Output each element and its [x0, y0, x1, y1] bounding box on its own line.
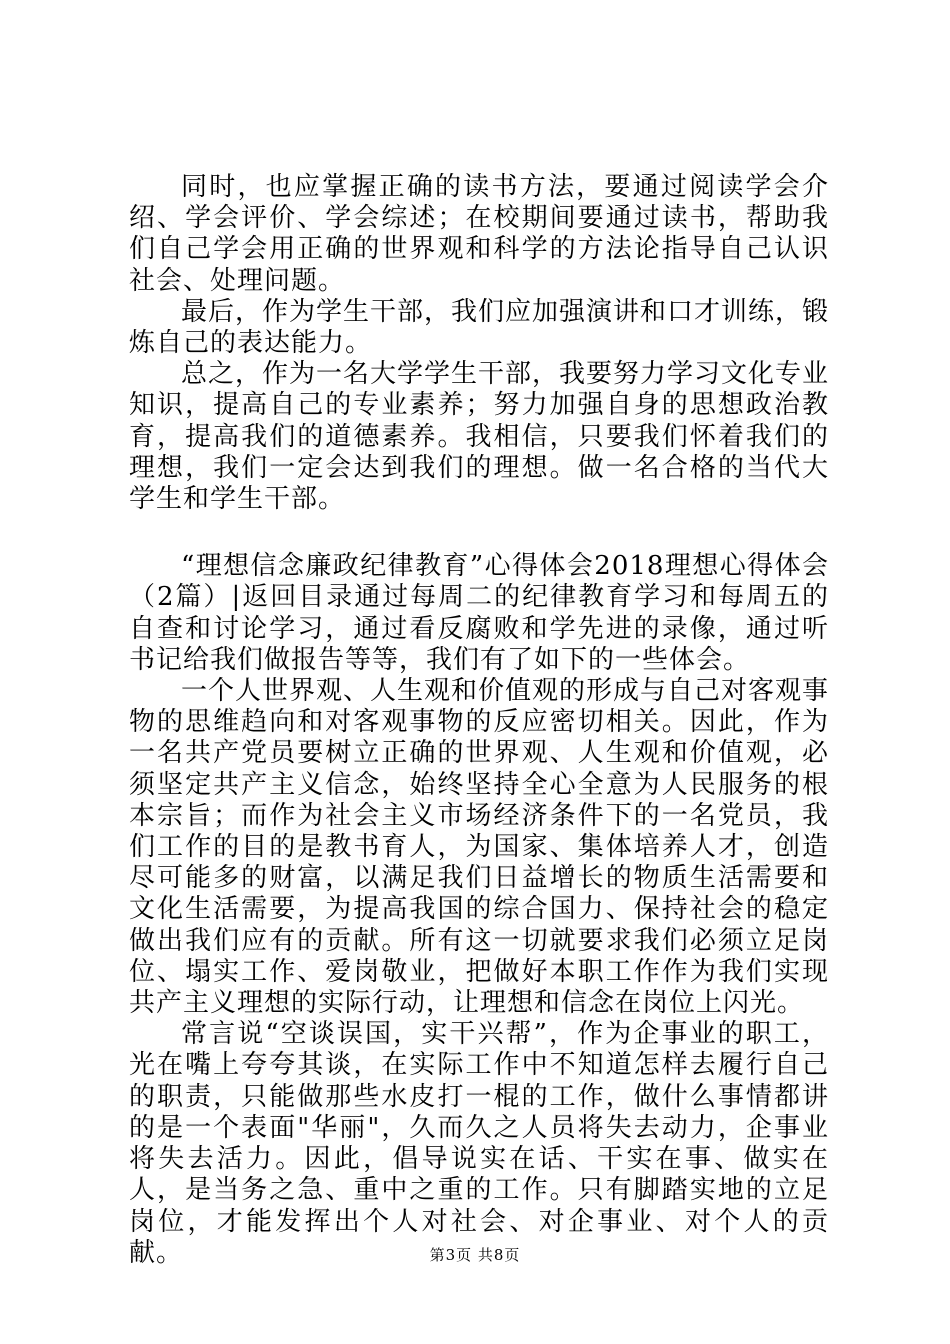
- page-number-label: 第3页 共8页: [429, 1246, 521, 1264]
- document-body: [129, 172, 829, 1269]
- paragraph-reading-methods: 同时，也应掌握正确的读书方法，要通过阅读学会介绍、学会评价、学会综述；在校期间要通过读书，帮助我们自己学会用正确的世界观和科学的方法论指导自己认识社会、处理问题。: [129, 172, 829, 296]
- paragraph-practical-work: 常言说“空谈误国，实干兴帮”，作为企事业的职工，光在嘴上夸夸其谈，在实际工作中不知道怎样去履行自己的职责，只能做那些水皮打一棍的工作，做什么事情都讲的是一个表面"华丽"，久而久之人员将失去动力，企事业将失去活力。因此，倡导说实在话、干实在事、做实在人，是当务之急、重中之重的工作。只有脚踏实地的立足岗位，才能发挥出个人对社会、对企事业、对个人的贡献。: [129, 1019, 829, 1268]
- paragraph-worldview: 一个人世界观、人生观和价值观的形成与自己对客观事物的思维趋向和对客观事物的反应密切相关。因此，作为一名共产党员要树立正确的世界观、人生观和价值观，必须坚定共产主义信念，始终坚持全心全意为人民服务的根本宗旨；而作为社会主义市场经济条件下的一名党员，我们工作的目的是教书育人，为国家、集体培养人才，创造尽可能多的财富，以满足我们日益增长的物质生活需要和文化生活需要，为提高我国的综合国力、保持社会的稳定做出我们应有的贡献。所有这一切就要求我们必须立足岗位、塌实工作、爱岗敬业，把做好本职工作作为我们实现共产主义理想的实际行动，让理想和信念在岗位上闪光。: [129, 676, 830, 1019]
- page-footer: [0, 1245, 950, 1265]
- section-gap: [129, 515, 829, 551]
- paragraph-conclusion: 总之，作为一名大学学生干部，我要努力学习文化专业知识，提高自己的专业素养；努力加强自身的思想政治教育，提高我们的道德素养。我相信，只要我们怀着我们的理想，我们一定会达到我们的理想。做一名合格的当代大学生和学生干部。: [129, 359, 830, 515]
- paragraph-essay-intro: “理想信念廉政纪律教育”心得体会2018理想心得体会（2篇）|返回目录通过每周二的纪律教育学习和每周五的自查和讨论学习，通过看反腐败和学先进的录像，通过听书记给我们做报告等等，我们有了如下的一些体会。: [129, 551, 829, 675]
- paragraph-speech-training: 最后，作为学生干部，我们应加强演讲和口才训练，锻炼自己的表达能力。: [129, 296, 830, 359]
